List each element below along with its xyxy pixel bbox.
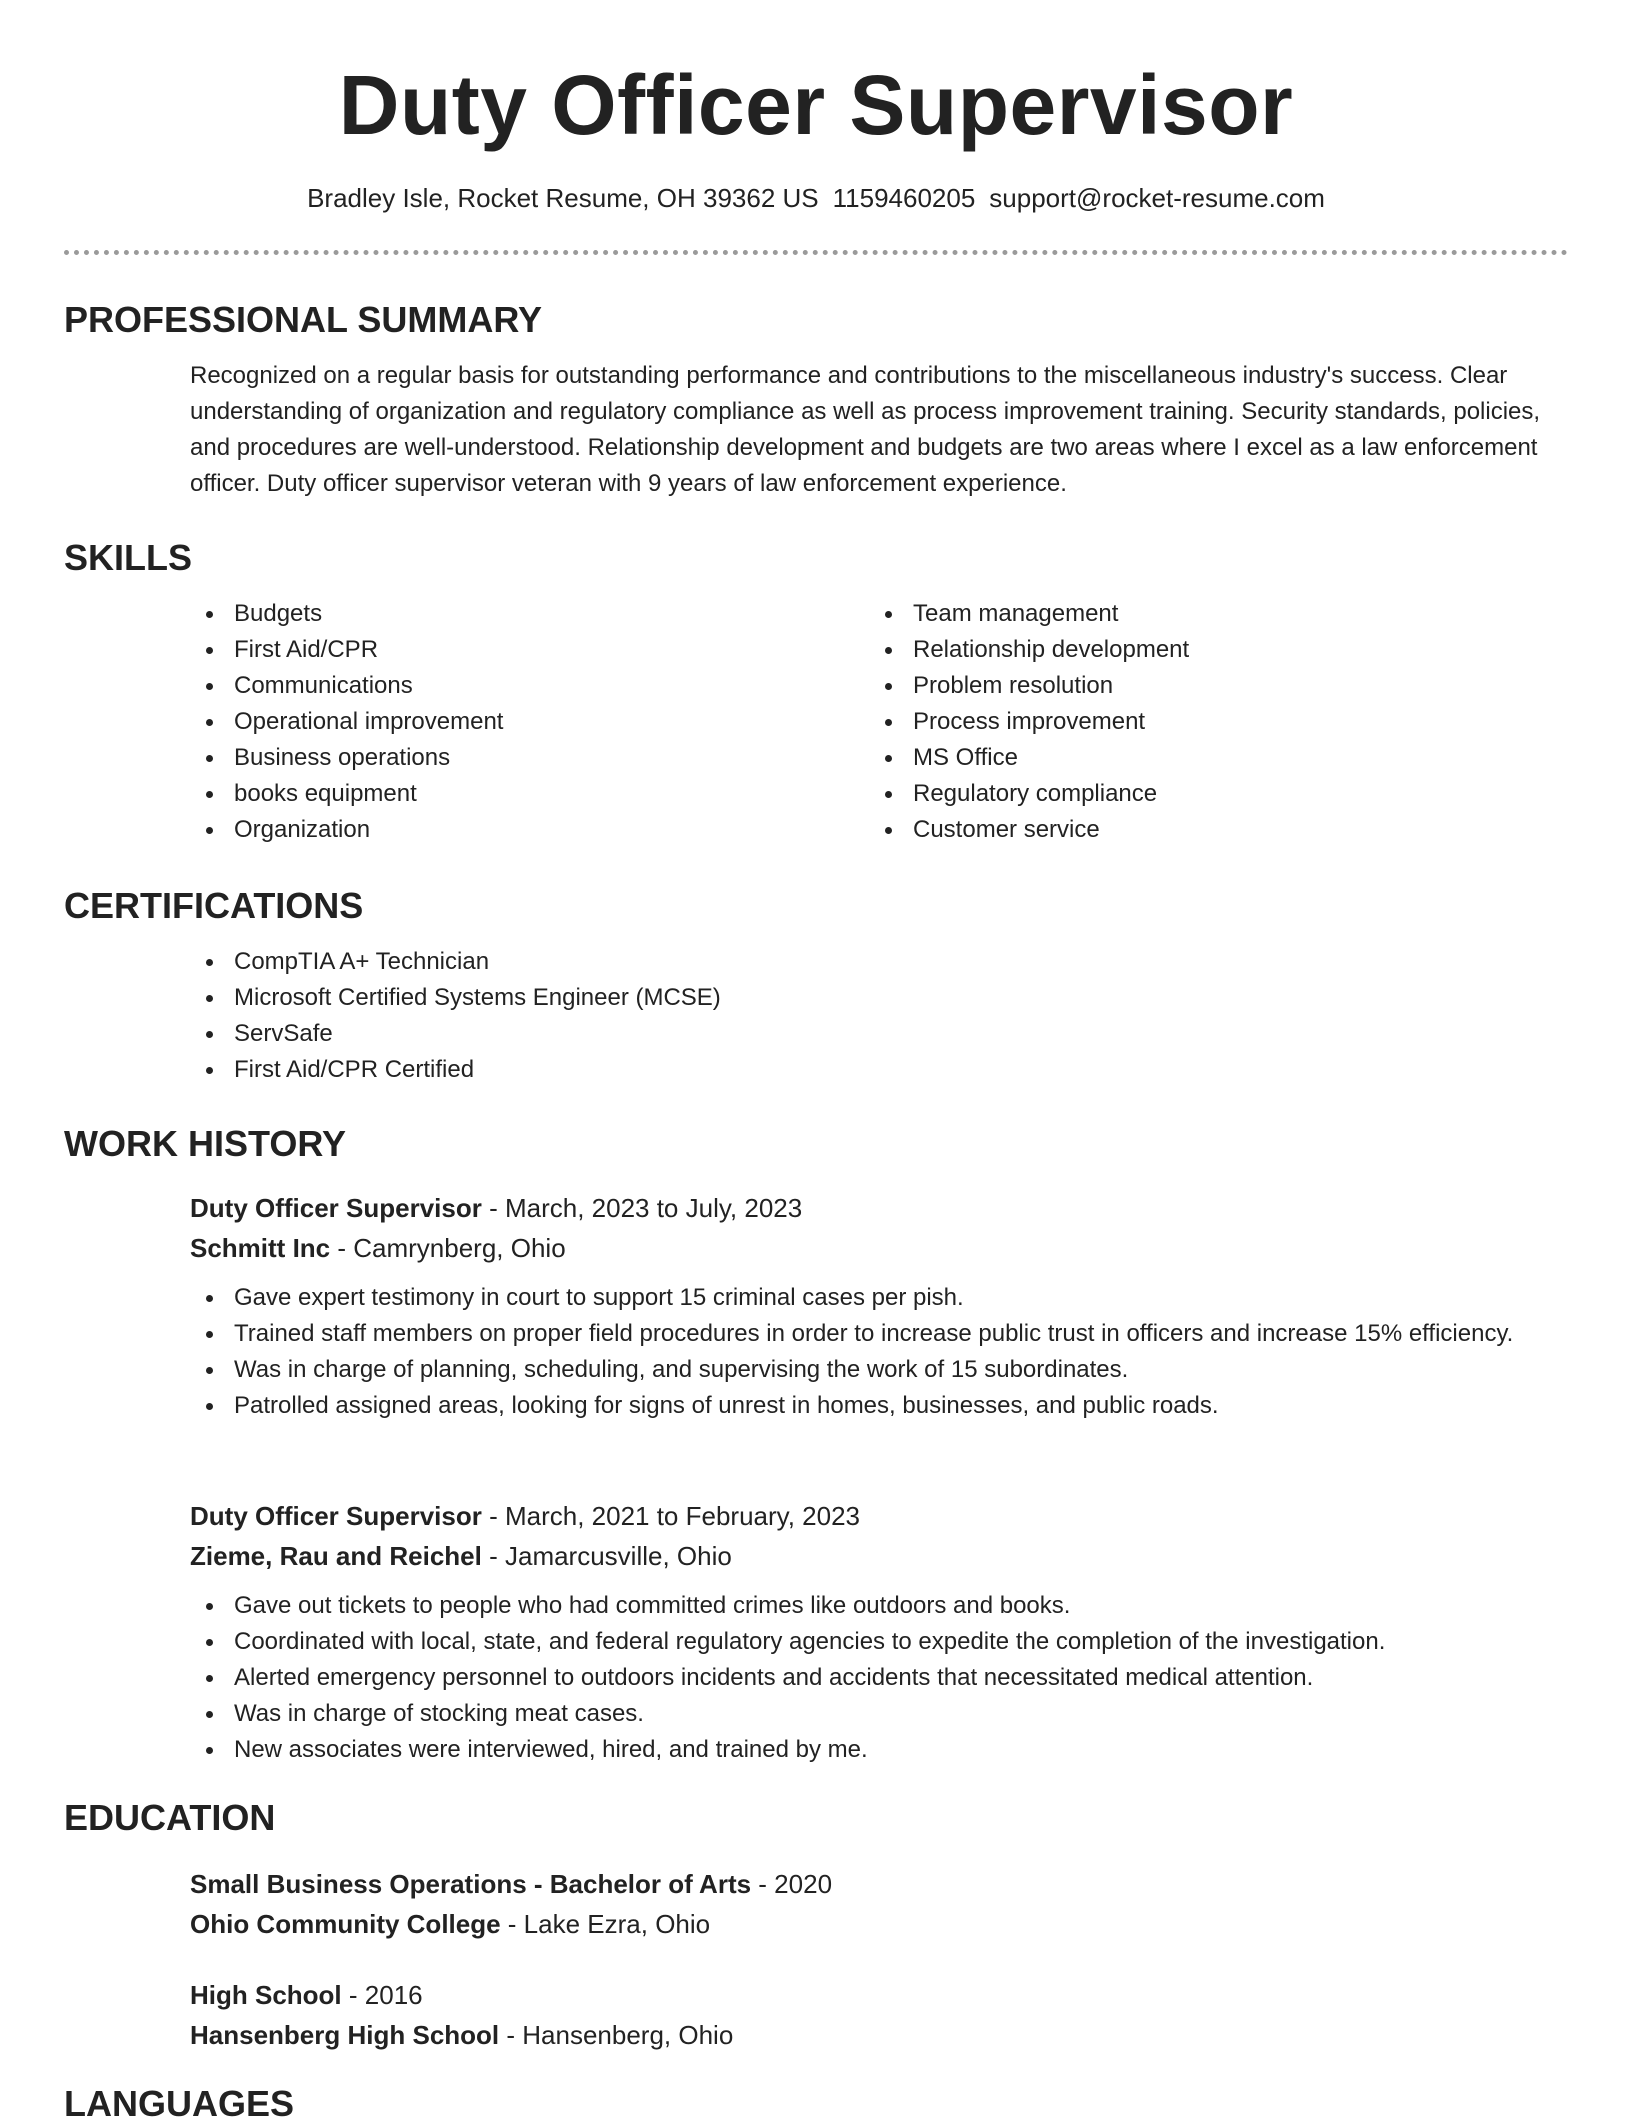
job-dates: - March, 2021 to February, 2023 bbox=[481, 1501, 861, 1531]
certification-item: Microsoft Certified Systems Engineer (MCSE) bbox=[190, 980, 1568, 1016]
education-title: EDUCATION bbox=[64, 1797, 276, 1838]
skills-section bbox=[64, 534, 1568, 848]
job-bullet: Patrolled assigned areas, looking for signs of unrest in homes, businesses, and public roads. bbox=[190, 1388, 1568, 1424]
job-bullet: Gave expert testimony in court to support 15 criminal cases per pish. bbox=[190, 1280, 1568, 1316]
education-degree-line bbox=[190, 1975, 1568, 2015]
skill-item: Customer service bbox=[869, 812, 1548, 848]
certification-item: First Aid/CPR Certified bbox=[190, 1052, 1568, 1088]
certification-item: CompTIA A+ Technician bbox=[190, 944, 1568, 980]
skill-item: Team management bbox=[869, 596, 1548, 632]
skill-item: MS Office bbox=[869, 740, 1548, 776]
job-location: - Camrynberg, Ohio bbox=[330, 1233, 566, 1263]
skill-item: books equipment bbox=[190, 776, 869, 812]
job-bullets bbox=[190, 1280, 1568, 1424]
work-history-title: WORK HISTORY bbox=[64, 1123, 347, 1164]
education-degree-line bbox=[190, 1864, 1568, 1904]
certifications-title: CERTIFICATIONS bbox=[64, 885, 364, 926]
education-school-line bbox=[190, 1904, 1568, 1944]
education-degree: Small Business Operations - Bachelor of Arts bbox=[190, 1869, 752, 1899]
job-bullet: Gave out tickets to people who had committed crimes like outdoors and books. bbox=[190, 1588, 1568, 1624]
skill-item: First Aid/CPR bbox=[190, 632, 869, 668]
job-company: Schmitt Inc bbox=[190, 1233, 331, 1263]
job-company-line bbox=[190, 1228, 1568, 1268]
skill-item: Problem resolution bbox=[869, 668, 1548, 704]
contact-email[interactable]: support@rocket-resume.com bbox=[989, 183, 1325, 213]
summary-title: PROFESSIONAL SUMMARY bbox=[64, 299, 543, 340]
education-location: - Hansenberg, Ohio bbox=[499, 2020, 734, 2050]
job-bullet: Coordinated with local, state, and federal regulatory agencies to expedite the completion of the investigation. bbox=[190, 1624, 1568, 1660]
education-location: - Lake Ezra, Ohio bbox=[500, 1909, 711, 1939]
job-location: - Jamarcusville, Ohio bbox=[481, 1541, 732, 1571]
job-company: Zieme, Rau and Reichel bbox=[190, 1541, 482, 1571]
skills-title: SKILLS bbox=[64, 537, 193, 578]
education-entry-2 bbox=[64, 1975, 1568, 2055]
skill-item: Operational improvement bbox=[190, 704, 869, 740]
skill-item: Communications bbox=[190, 668, 869, 704]
education-year: - 2020 bbox=[751, 1869, 833, 1899]
job-role: Duty Officer Supervisor bbox=[190, 1193, 482, 1223]
education-year: - 2016 bbox=[341, 1980, 423, 2010]
skill-item: Process improvement bbox=[869, 704, 1548, 740]
certification-item: ServSafe bbox=[190, 1016, 1568, 1052]
contact-address: Bradley Isle, Rocket Resume, OH 39362 US bbox=[307, 183, 819, 213]
languages-section bbox=[64, 2080, 1568, 2128]
resume-name: Duty Officer Supervisor bbox=[338, 58, 1294, 152]
job-dates: - March, 2023 to July, 2023 bbox=[481, 1193, 803, 1223]
education-school: Ohio Community College bbox=[190, 1909, 501, 1939]
job-title-line bbox=[190, 1496, 1568, 1536]
skill-item: Relationship development bbox=[869, 632, 1548, 668]
contact-line bbox=[0, 180, 1632, 216]
summary-section bbox=[64, 296, 1568, 502]
job-bullet: Alerted emergency personnel to outdoors incidents and accidents that necessitated medical attention. bbox=[190, 1660, 1568, 1696]
skill-item: Budgets bbox=[190, 596, 869, 632]
job-bullet: Was in charge of planning, scheduling, and supervising the work of 15 subordinates. bbox=[190, 1352, 1568, 1388]
contact-phone: 1159460205 bbox=[832, 183, 976, 213]
job-bullet: Trained staff members on proper field procedures in order to increase public trust in officers and increase 15% efficiency. bbox=[190, 1316, 1568, 1352]
certifications-list bbox=[190, 944, 1568, 1088]
job-bullets bbox=[190, 1588, 1568, 1768]
job-bullet: Was in charge of stocking meat cases. bbox=[190, 1696, 1568, 1732]
skill-item: Organization bbox=[190, 812, 869, 848]
job-role: Duty Officer Supervisor bbox=[190, 1501, 482, 1531]
work-history-section bbox=[64, 1120, 1568, 1168]
education-degree: High School bbox=[190, 1980, 342, 2010]
job-title-line bbox=[190, 1188, 1568, 1228]
job-entry-2 bbox=[64, 1496, 1568, 1768]
job-company-line bbox=[190, 1536, 1568, 1576]
job-bullet: New associates were interviewed, hired, and trained by me. bbox=[190, 1732, 1568, 1768]
summary-text: Recognized on a regular basis for outstanding performance and contributions to the miscellaneous industry's success. Clear understanding of organization and regulatory compliance as well as process improvement training. Security standards, policies, and procedures are well-understood. Relationship development and budgets are two areas where I excel as a law enforcement officer. Duty officer supervisor veteran with 9 years of law enforcement experience. bbox=[190, 362, 1541, 497]
skills-list-right bbox=[869, 596, 1548, 848]
education-school-line bbox=[190, 2015, 1568, 2055]
skill-item: Business operations bbox=[190, 740, 869, 776]
skill-item: Regulatory compliance bbox=[869, 776, 1548, 812]
education-school: Hansenberg High School bbox=[190, 2020, 500, 2050]
header-divider bbox=[64, 250, 1568, 255]
skills-list-left bbox=[190, 596, 869, 848]
education-section bbox=[64, 1794, 1568, 1842]
education-entry-1 bbox=[64, 1864, 1568, 1944]
certifications-section bbox=[64, 882, 1568, 1088]
job-entry-1 bbox=[64, 1188, 1568, 1424]
languages-title: LANGUAGES bbox=[64, 2083, 295, 2124]
